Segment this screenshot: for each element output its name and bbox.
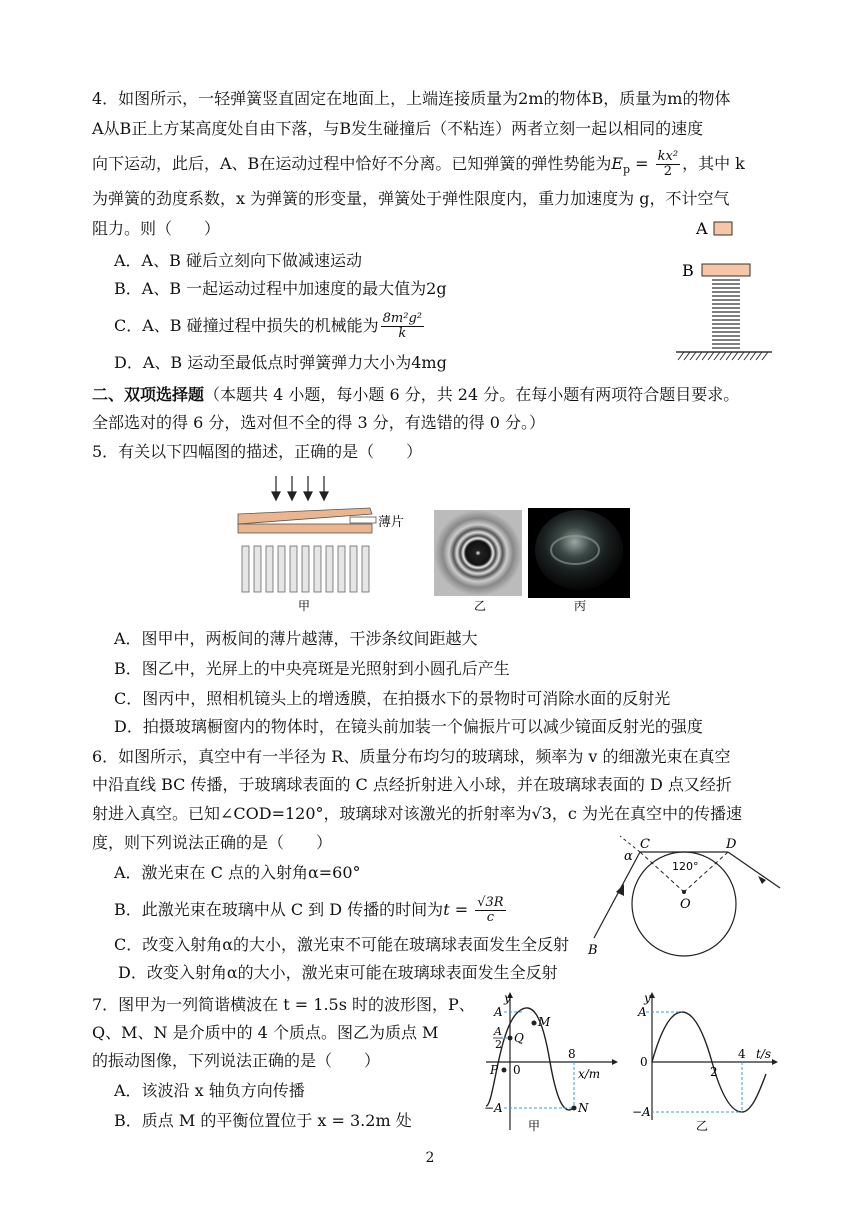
ep-denominator: 2 (663, 164, 672, 179)
label-c: C (640, 837, 650, 852)
n-label: N (578, 1101, 589, 1115)
label-b: B (682, 261, 694, 280)
ep-numerator: kx² (657, 149, 679, 164)
q7-option-a: A．该波沿 x 轴负方向传播 (114, 1081, 305, 1100)
q5-option-d: D．拍摄玻璃橱窗内的物体时，在镜头前加装一个偏振片可以减少镜面反射光的强度 (114, 717, 703, 736)
caption-bing: 丙 (574, 599, 587, 613)
q6-line3a: 射进入真空。已知∠COD=120°，玻璃球对该激光的折射率为 (92, 804, 532, 823)
q7-line1: 7．图甲为一列简谐横波在 t = 1.5s 时的波形图，P、 (92, 995, 475, 1014)
zero-label: 0 (513, 1063, 521, 1077)
label-b-point: B (588, 943, 598, 958)
a-half-den: 2 (495, 1038, 502, 1051)
label-alpha: α (624, 849, 633, 864)
t-axis-arrow (772, 1059, 778, 1065)
q5-figures (230, 470, 640, 616)
q6-option-c: C．改变入射角α的大小，激光束不可能在玻璃球表面发生全反射 (114, 935, 570, 954)
q6-line4: 度，则下列说法正确的是（ ） (92, 833, 333, 852)
point-m (532, 1021, 537, 1026)
q4-line3 (92, 150, 745, 181)
q4-line3b: ，其中 k (682, 154, 745, 173)
glass-sphere-figure (580, 826, 790, 962)
y-label-yi: y (644, 991, 651, 1005)
neg-a-label: −A (484, 1101, 503, 1115)
down-arrows (272, 476, 328, 500)
lens-glass (535, 510, 623, 590)
q4-option-a: A．A、B 碰后立刻向下做减速运动 (114, 251, 362, 270)
ts-label: t/s (756, 1047, 772, 1061)
label-o: O (680, 897, 691, 912)
q6-option-b (114, 896, 508, 925)
two-label: 2 (710, 1065, 718, 1079)
ep-subscript: p (623, 163, 631, 177)
a-label-yi: A (638, 1005, 647, 1019)
label-angle-120: 120° (672, 860, 699, 873)
interference-fringes (242, 546, 369, 592)
wave-curve (486, 1008, 574, 1110)
q4-c-numerator: 8m²g² (382, 311, 422, 326)
section2-title: 二、双项选择题 (92, 385, 205, 404)
q6-line1: 6．如图所示，真空中有一半径为 R、质量分布均匀的玻璃球，频率为 v 的细激光束在真空 (92, 747, 731, 766)
page-number: 2 (425, 1150, 435, 1166)
ep-equals: = (630, 154, 654, 173)
section2-line1 (92, 384, 739, 406)
q6-option-b-t: t = (443, 900, 474, 919)
q5-option-c: C．图丙中，照相机镜头上的增透膜，在拍摄水下的景物时可消除水面的反射光 (114, 689, 671, 708)
q4-line3a: 向下运动，此后，A、B在运动过程中恰好不分离。已知弹簧的弹性势能为 (92, 154, 612, 173)
q5-stem: 5．有关以下四幅图的描述，正确的是（ ） (92, 442, 423, 461)
q4-option-c (114, 312, 426, 341)
q7-line2: Q、M、N 是介质中的 4 个质点。图乙为质点 M (92, 1023, 439, 1042)
sqrt3: √3 (531, 804, 552, 823)
caption-yi: 乙 (474, 599, 487, 613)
a-label: A (494, 1005, 503, 1019)
xm-label: x/m (578, 1067, 601, 1081)
q4-line5: 阻力。则（ ） (92, 219, 221, 238)
q6-option-b-text: B．此激光束在玻璃中从 C 到 D 传播的时间为 (114, 900, 444, 919)
a-half-num: A (494, 1025, 502, 1038)
q4-line1: 4．如图所示，一轻弹簧竖直固定在地面上，上端连接质量为2m的物体B，质量为m的物体 (92, 89, 731, 108)
q5-option-a: A．图甲中，两板间的薄片越薄，干涉条纹间距越大 (114, 629, 478, 648)
label-d: D (726, 837, 737, 852)
q6-option-d: D．改变入射角α的大小，激光束可能在玻璃球表面发生全反射 (118, 963, 558, 982)
point-p (502, 1068, 507, 1073)
point-q (508, 1036, 513, 1041)
p-label: P (490, 1063, 499, 1077)
q4-c-denominator: k (398, 326, 407, 341)
neg-a-label-yi: −A (632, 1105, 651, 1119)
eight-label: 8 (568, 1047, 576, 1061)
block-b (702, 264, 750, 276)
q6-line3 (92, 803, 742, 825)
section2-desc2: 全部选对的得 6 分，选对但不全的得 3 分，有选错的得 0 分。） (92, 413, 546, 432)
q7-line3: 的振动图像，下列说法正确的是（ ） (92, 1051, 381, 1070)
q4-line2: A从B正上方某高度处自由下落，与B发生碰撞后（不粘连）两者立刻一起以相同的速度 (92, 119, 704, 138)
ground-hatch (678, 352, 768, 360)
vibration-graph-yi (632, 990, 782, 1138)
y-label: y (504, 991, 511, 1005)
caption-jia: 甲 (298, 599, 311, 613)
spring (712, 280, 740, 348)
q6-option-b-fraction (475, 896, 505, 925)
m-label: M (538, 1015, 551, 1029)
q6-b-denominator: c (486, 910, 495, 925)
q6-option-a: A．激光束在 C 点的入射角α=60° (114, 863, 361, 882)
q6-line2: 中沿直线 BC 传播，于玻璃球表面的 C 点经折射进入小球，并在玻璃球表面的 D 点又经折 (92, 775, 732, 794)
q6-b-numerator: √3R (477, 895, 504, 910)
block-a (714, 222, 732, 235)
ep-symbol: E (611, 154, 624, 173)
q6-line3b: ，c 为光在真空中的传播速 (551, 804, 742, 823)
caption-yi-7: 乙 (696, 1119, 709, 1133)
ep-fraction (656, 150, 680, 179)
q7-option-b: B．质点 M 的平衡位置位于 x = 3.2m 处 (114, 1111, 412, 1130)
zero-label-yi: 0 (640, 1055, 648, 1069)
q4-line4: 为弹簧的劲度系数，x 为弹簧的形变量，弹簧处于弹性限度内，重力加速度为 g，不计空气 (92, 189, 730, 208)
thin-film (350, 517, 376, 523)
caption-jia-7: 甲 (528, 1119, 541, 1133)
q4-option-c-text: C．A、B 碰撞过程中损失的机械能为 (114, 316, 379, 335)
exit-ray (728, 852, 780, 888)
film-label: 薄片 (378, 515, 405, 530)
section2-desc1: （本题共 4 小题，每小题 6 分，共 24 分。在每小题有两项符合题目要求。 (204, 385, 740, 404)
wave-graph-jia (478, 990, 618, 1138)
point-n (572, 1106, 577, 1111)
bottom-plate (238, 524, 372, 533)
label-a: A (696, 219, 708, 238)
center-dot (682, 890, 686, 894)
q5-option-b: B．图乙中，光屏上的中央亮斑是光照射到小圆孔后产生 (114, 659, 510, 678)
poisson-spot-image (434, 510, 522, 596)
q4-option-c-fraction (381, 312, 424, 341)
spring-figure (668, 212, 776, 364)
q-label: Q (514, 1031, 524, 1045)
q4-option-b: B．A、B 一起运动过程中加速度的最大值为2g (114, 279, 447, 298)
q4-option-d: D．A、B 运动至最低点时弹簧弹力大小为4mg (114, 353, 447, 372)
four-label: 4 (738, 1047, 746, 1061)
x-axis-arrow (612, 1059, 618, 1065)
